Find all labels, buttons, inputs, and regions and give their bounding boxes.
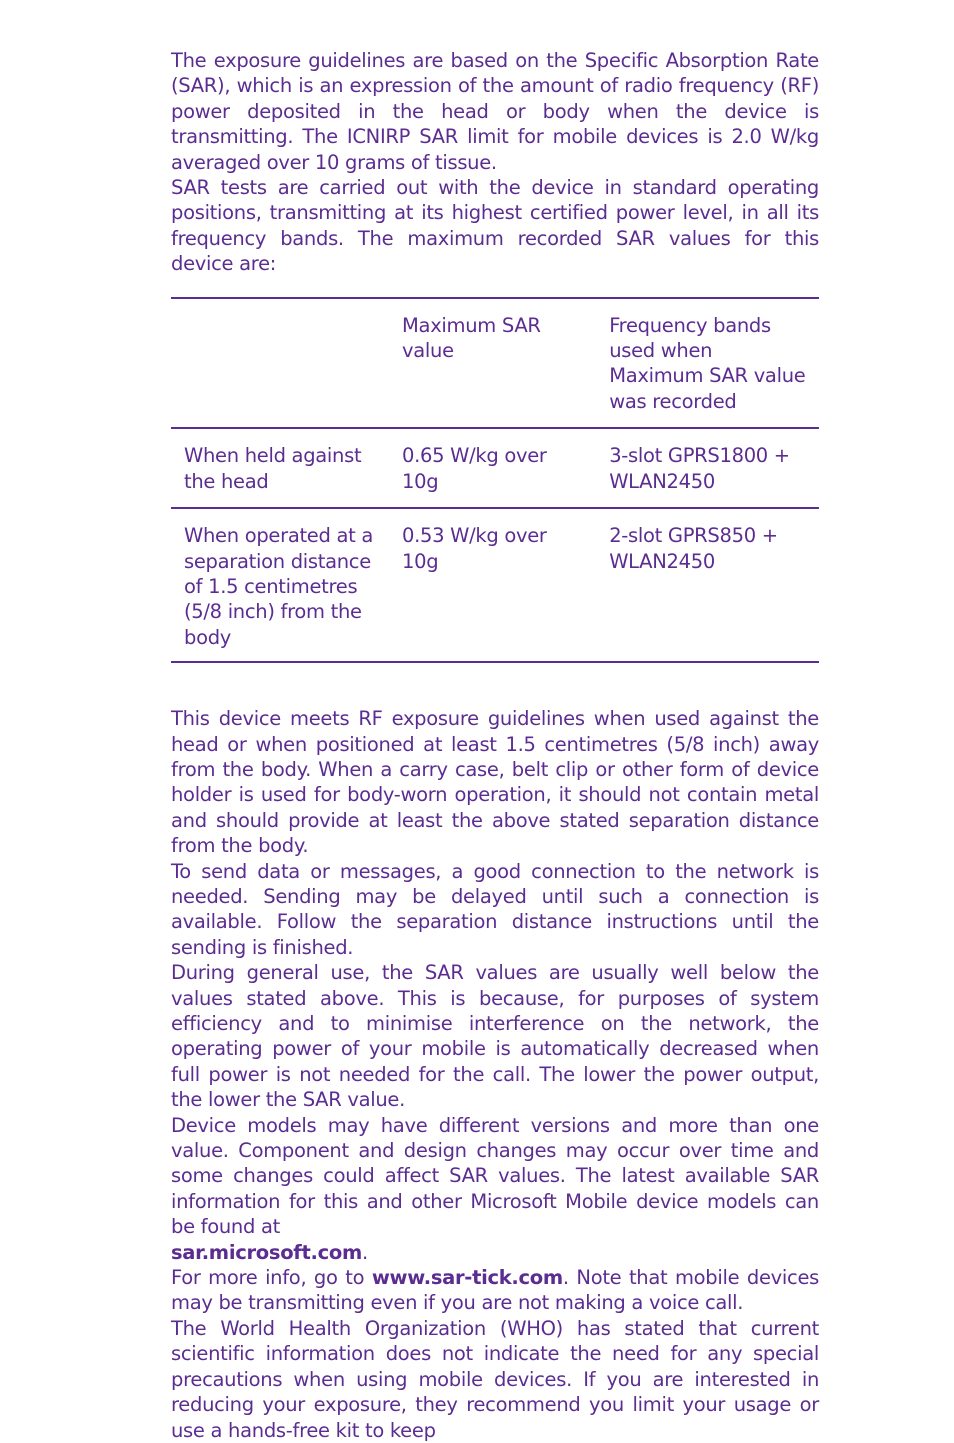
sar-tick-link[interactable]: www.sar-tick.com — [371, 1266, 563, 1290]
table-cell-sar-value: 0.65 W/kg over 10g — [389, 428, 596, 508]
table-cell-sar-value: 0.53 W/kg over 10g — [402, 524, 547, 573]
table-row — [171, 508, 819, 662]
table-cell-frequency-bands: 3-slot GPRS1800 + WLAN2450 — [596, 428, 819, 508]
paragraph-who-statement: The World Health Organization (WHO) has stated that current scientific information does not indicate the need for any special precautions when using mobile devices. If you are interested in reducing your exposure, they recommend you limit your usage or use a hands-free kit to keep — [171, 1316, 819, 1442]
device-models-text: Device models may have different versions and more than one value. Component and design changes may occur over time and some changes could affect SAR values. The latest available SAR information for this and other Microsoft Mobile device models can be found at — [171, 1113, 819, 1239]
more-info-prefix: For more info, go to — [171, 1266, 372, 1290]
paragraph-general-use: During general use, the SAR values are usually well below the values stated above. This is because, for purposes of system efficiency and to minimise interference on the network, the operating power of your mobile is automatically decreased when full power is not needed for the call. The lower the power output, the lower the SAR value. — [171, 961, 819, 1112]
paragraph-rf-guidelines: This device meets RF exposure guidelines when used against the head or when positioned at least 1.5 centimetres (5/8 inch) away from the body. When a carry case, belt clip or other form of device holder is used for body-worn operation, it should not contain metal and should provide at least the above stated separation distance from the body. — [171, 707, 819, 858]
table-header-frequency-bands: Frequency bands used when Maximum SAR value was recorded — [596, 298, 819, 429]
table-cell-position: When held against the head — [171, 428, 389, 508]
sar-values-table — [171, 297, 819, 663]
table-row — [171, 428, 819, 508]
table-cell-position: When operated at a separation distance of 1.5 centimetres (5/8 inch) from the body — [184, 524, 374, 649]
paragraph-network-connection: To send data or messages, a good connection to the network is needed. Sending may be delayed until such a connection is available. Follow the separation distance instructions until the sending is finished. — [171, 859, 819, 959]
intro-paragraph-sar-definition: The exposure guidelines are based on the Specific Absorption Rate (SAR), which is an expression of the amount of radio frequency (RF) power deposited in the head or body when the device is transmitting. The ICNIRP SAR limit for mobile devices is 2.0 W/kg averaged over 10 grams of tissue. — [171, 49, 819, 174]
sar-microsoft-link[interactable]: sar.microsoft.com — [171, 1240, 362, 1264]
paragraph-more-info — [171, 1265, 819, 1316]
document-page — [171, 48, 819, 1443]
paragraph-device-models: Device models may have different versions and more than one value. Component and design changes may occur over time and some changes could affect SAR values. The latest available SAR information for this and other Microsoft Mobile device models can be found at sar.microsoft.com. — [171, 1113, 819, 1264]
table-header-max-sar: Maximum SAR value — [389, 298, 596, 429]
table-header-empty — [171, 298, 389, 429]
table-cell-frequency-bands: 2-slot GPRS850 + WLAN2450 — [609, 524, 778, 573]
intro-paragraph-sar-tests: SAR tests are carried out with the device in standard operating positions, transmitting at its highest certified power level, in all its frequency bands. The maximum recorded SAR values for this device are: — [171, 176, 819, 276]
table-header-row — [171, 298, 819, 429]
more-info-suffix: . Note that mobile devices may be transmitting even if you are not making a voice call. — [171, 1266, 819, 1315]
